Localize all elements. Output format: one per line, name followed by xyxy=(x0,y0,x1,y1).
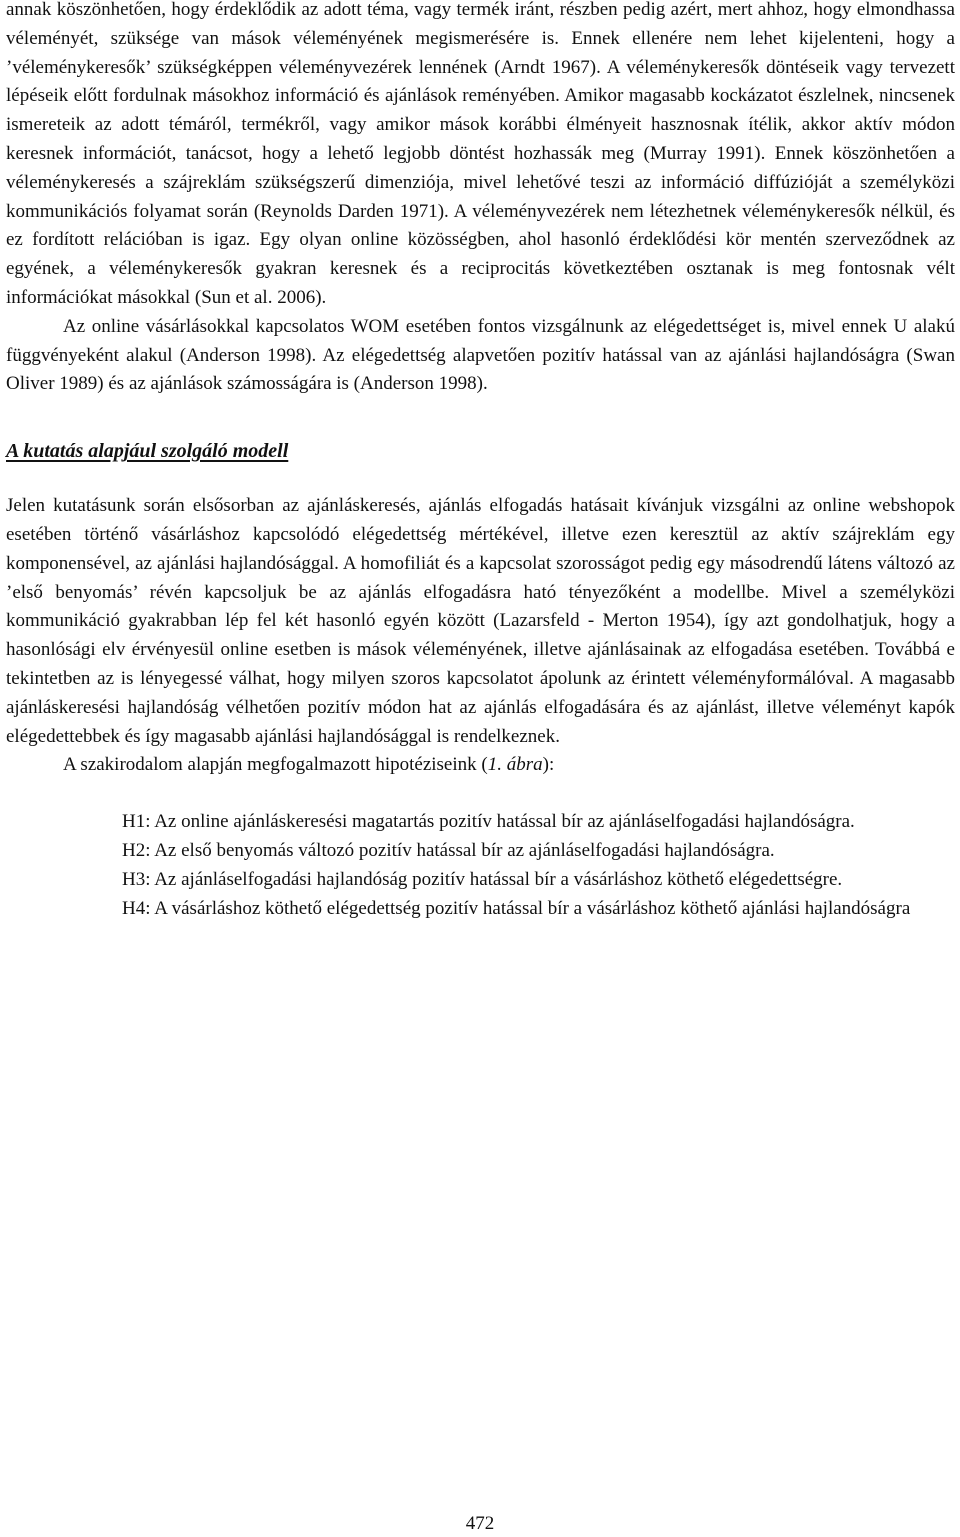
hypotheses-list xyxy=(6,808,955,923)
hypotheses-intro-closing: ): xyxy=(542,754,555,776)
body-paragraph-research-model: Jelen kutatásunk során elsősorban az ajánláskeresés, ajánlás elfogadás hatásait kívánjuk vizsgálni az online webshopok esetében történő vásárláshoz kapcsolódó elégedettség mértékével, illetve ezen keresztül az aktív szájreklám egy komponensével, az ajánlási hajlandósággal. A homofiliát és a kapcsolat szorosságot pedig egy másodrendű látens változó az ’első benyomás’ révén kapcsoljuk be az ajánlás elfogadásra ható tényezőként a modellbe. Mivel a személyközi kommunikáció gyakrabban lép fel két hasonló egyén között (Lazarsfeld - Merton 1954), így azt gondolhatjuk, hogy a hasonlósági elv érvényesül online esetben is mások véleményének, illetve ajánlásainak az elfogadása esetében. Továbbá e tekintetben az is lényegessé válhat, hogy milyen szoros kapcsolatot ápolunk az érintett véleményformálóval. A magasabb ajánláskeresési hajlandóság vélhetően pozitív módon hat az ajánlás elfogadására és az ajánlást, illetve véleményt kapók elégedettebbek és így magasabb ajánlási hajlandósággal is rendelkeznek. xyxy=(6,495,955,747)
hypothesis-h3: H3: Az ajánláselfogadási hajlandóság pozitív hatással bír a vásárláshoz köthető elégedettségre. xyxy=(122,868,843,890)
hypothesis-h2: H2: Az első benyomás változó pozitív hatással bír az ajánláselfogadási hajlandóságra. xyxy=(122,839,775,861)
hypothesis-h1: H1: Az online ajánláskeresési magatartás pozitív hatással bír az ajánláselfogadási hajlandóságra. xyxy=(122,811,855,833)
document-page xyxy=(6,0,955,923)
hypothesis-h4: H4: A vásárláshoz köthető elégedettség pozitív hatással bír a vásárláshoz köthető ajánlási hajlandóságra xyxy=(122,897,911,919)
body-paragraph-satisfaction: Az online vásárlásokkal kapcsolatos WOM esetében fontos vizsgálnunk az elégedettséget is, mivel ennek U alakú függvényeként alakul (Anderson 1998). Az elégedettség alapvetően pozitív hatással van az ajánlási hajlandóságra (Swan Oliver 1989) és az ajánlások számosságára is (Anderson 1998). xyxy=(6,315,955,395)
page-number: 472 xyxy=(465,1513,495,1534)
hypotheses-intro xyxy=(6,751,955,780)
section-heading: A kutatás alapjául szolgáló modell xyxy=(6,440,289,463)
body-paragraph-opinion-seekers: annak köszönhetően, hogy érdeklődik az adott téma, vagy termék iránt, részben pedig azért, mert ahhoz, hogy elmondhassa véleményét, szüksége van mások véleményének megismerésére is. Ennek ellenére nem lehet kijelenteni, hogy a ’véleménykeresők’ szükségképpen véleményvezérek lennének (Arndt 1967). A véleménykeresők döntéseik vagy tervezett lépéseik előtt fordulnak másokhoz információ és ajánlások reményében. Amikor magasabb kockázatot észlelnek, nincsenek ismereteik az adott témáról, termékről, vagy amikor mások korábbi élményeit hasznosnak ítélik, akkor aktív módon keresnek információt, tanácsot, hogy a lehető legjobb döntést hozhassák meg (Murray 1991). Ennek köszönhetően a véleménykeresés a szájreklám szükségszerű dimenziója, mivel lehetővé teszi az információ diffúzióját a személyközi kommunikációs folyamat során (Reynolds Darden 1971). A véleményvezérek nem létezhetnek véleménykeresők nélkül, és ez fordított relációban is igaz. Egy olyan online közösségben, ahol hasonló érdeklődési kör mentén szerveződnek az egyének, a véleménykeresők gyakran keresnek és a reciprocitás következtében osztanak is meg fontosnak vélt információkat másokkal (Sun et al. 2006). xyxy=(6,0,955,308)
hypotheses-intro-text: A szakirodalom alapján megfogalmazott hipotéziseink ( xyxy=(63,754,488,776)
figure-reference: 1. ábra xyxy=(487,754,543,776)
